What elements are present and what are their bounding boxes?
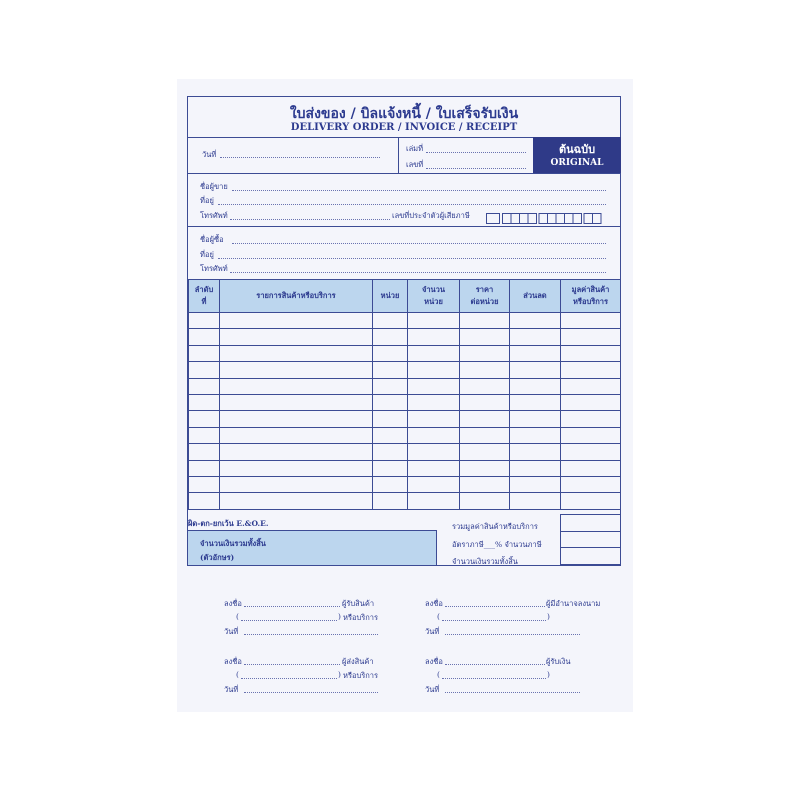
subtotal-label: รวมมูลค่าสินค้าหรือบริการ [452,522,538,531]
table-cell[interactable] [189,476,220,492]
items-table [188,279,621,510]
table-cell[interactable] [373,378,408,394]
table-cell[interactable] [460,394,510,410]
table-cell[interactable] [220,444,373,460]
table-cell[interactable] [561,444,621,460]
table-cell[interactable] [189,362,220,378]
sender-sign-field[interactable] [244,664,340,665]
table-cell[interactable] [373,427,408,443]
table-cell[interactable] [373,493,408,509]
number-label: เลขที่ [406,160,424,169]
table-cell[interactable] [561,411,621,427]
table-cell[interactable] [373,345,408,361]
table-cell[interactable] [408,460,460,476]
buyer-name-field[interactable] [232,243,606,244]
buyer-address-label: ที่อยู่ [200,250,214,259]
invoice-form [187,96,621,566]
table-row [189,427,621,443]
sender-paren-close: ) [338,670,341,679]
receiver-or-service: หรือบริการ [343,613,379,622]
table-cell[interactable] [561,345,621,361]
table-cell[interactable] [373,411,408,427]
table-row [189,444,621,460]
col-header-description-text: รายการสินค้าหรือบริการ [256,291,336,300]
divider [188,226,620,227]
table-cell[interactable] [220,378,373,394]
table-cell[interactable] [510,345,561,361]
table-cell[interactable] [220,362,373,378]
sender-date-field[interactable] [244,692,378,693]
table-cell[interactable] [408,411,460,427]
table-row [189,460,621,476]
table-cell[interactable] [189,411,220,427]
table-cell[interactable] [408,493,460,509]
table-row [189,411,621,427]
col-header-unit-price-text: ราคา ต่อหน่วย [470,285,499,306]
table-cell[interactable] [189,427,220,443]
table-cell[interactable] [373,329,408,345]
title-thai: ใบส่งของ / บิลแจ้งหนี้ / ใบเสร็จรับเงิน [289,106,519,122]
buyer-phone-label: โทรศัพท์ [200,264,228,273]
receiver-name-field[interactable] [241,620,337,621]
authorized-sign-field[interactable] [445,606,545,607]
title-english: DELIVERY ORDER / INVOICE / RECEIPT [290,122,518,133]
grand-total-box[interactable] [560,547,621,566]
table-cell[interactable] [460,313,510,329]
col-header-discount [510,280,561,313]
book-label: เล่มที่ [406,144,424,153]
col-header-description [220,280,373,313]
table-cell[interactable] [561,460,621,476]
taxid-label: เลขที่ประจำตัวผู้เสียภาษี [392,211,470,220]
table-cell[interactable] [460,476,510,492]
table-cell[interactable] [510,411,561,427]
divider [188,137,533,138]
seller-address-field[interactable] [218,204,606,205]
table-cell[interactable] [460,460,510,476]
items-table-body [189,313,621,510]
table-cell[interactable] [189,345,220,361]
table-row [189,378,621,394]
sender-date-label: วันที่ [224,685,239,694]
authorized-date-label: วันที่ [425,627,440,636]
col-header-unit [373,280,408,313]
table-cell[interactable] [561,378,621,394]
buyer-address-field[interactable] [218,258,606,259]
total-words-sub: (ตัวอักษร) [200,553,235,562]
taxid-boxes[interactable] [486,209,606,220]
table-cell[interactable] [510,460,561,476]
payee-paren-open: ( [437,670,440,679]
sender-or-service: หรือบริการ [343,671,379,680]
table-cell[interactable] [408,476,460,492]
table-cell[interactable] [561,476,621,492]
table-cell[interactable] [220,493,373,509]
table-cell[interactable] [373,460,408,476]
seller-name-field[interactable] [232,190,606,191]
receiver-date-label: วันที่ [224,627,239,636]
table-cell[interactable] [510,476,561,492]
table-cell[interactable] [561,394,621,410]
table-cell[interactable] [460,444,510,460]
table-cell[interactable] [189,329,220,345]
payee-sign-field[interactable] [445,664,545,665]
payee-role: ผู้รับเงิน [546,657,571,666]
table-cell[interactable] [220,345,373,361]
taxid-boxes-grid [486,213,606,224]
table-cell[interactable] [561,493,621,509]
table-row [189,345,621,361]
receiver-date-field[interactable] [244,634,378,635]
receiver-sign-field[interactable] [244,606,340,607]
seller-name-label: ชื่อผู้ขาย [200,182,228,191]
table-cell[interactable] [220,460,373,476]
table-cell[interactable] [189,460,220,476]
table-cell[interactable] [373,394,408,410]
seller-address-label: ที่อยู่ [200,196,214,205]
table-cell[interactable] [408,427,460,443]
table-row [189,362,621,378]
table-cell[interactable] [220,313,373,329]
table-cell[interactable] [373,444,408,460]
table-cell[interactable] [408,394,460,410]
original-badge [533,137,621,173]
table-cell[interactable] [220,329,373,345]
table-cell[interactable] [220,476,373,492]
grand-total-label: จำนวนเงินรวมทั้งสิ้น [452,557,518,566]
table-cell[interactable] [460,427,510,443]
col-header-amount-text: มูลค่าสินค้า หรือบริการ [571,285,610,306]
table-cell[interactable] [510,427,561,443]
receiver-paren-open: ( [236,612,239,621]
authorized-role: ผู้มีอำนาจลงนาม [546,599,601,608]
col-header-discount-text: ส่วนลด [523,291,547,300]
table-cell[interactable] [189,378,220,394]
table-cell[interactable] [510,378,561,394]
table-cell[interactable] [220,427,373,443]
receiver-paren-close: ) [338,612,341,621]
col-header-quantity-text: จำนวน หน่วย [421,285,446,306]
authorized-name-field[interactable] [442,620,546,621]
table-cell[interactable] [510,313,561,329]
date-label: วันที่ [202,150,217,159]
seller-phone-field[interactable] [230,219,390,220]
seller-phone-label: โทรศัพท์ [200,211,228,220]
col-header-amount [561,280,621,313]
buyer-phone-field[interactable] [230,272,606,273]
table-cell[interactable] [561,313,621,329]
table-cell[interactable] [510,329,561,345]
table-row [189,329,621,345]
table-cell[interactable] [510,493,561,509]
col-header-no-text: ลำดับ ที่ [194,285,214,306]
table-cell[interactable] [373,313,408,329]
payee-sign-label: ลงชื่อ [425,657,443,666]
table-cell[interactable] [408,362,460,378]
total-words-label: จำนวนเงินรวมทั้งสิ้น [200,539,266,548]
table-cell[interactable] [189,444,220,460]
buyer-name-label: ชื่อผู้ซื้อ [200,235,224,244]
table-row [189,394,621,410]
divider [398,137,399,173]
vat-label: อัตราภาษี___% จำนวนภาษี [452,540,542,549]
sender-sign-label: ลงชื่อ [224,657,242,666]
receiver-sign-label: ลงชื่อ [224,599,242,608]
sender-role: ผู้ส่งสินค้า [342,657,374,666]
table-cell[interactable] [460,378,510,394]
table-cell[interactable] [561,329,621,345]
sender-paren-open: ( [236,670,239,679]
eoe-note: ผิด-ตก-ยกเว้น E.&O.E. [188,519,269,528]
table-cell[interactable] [408,378,460,394]
sender-name-field[interactable] [241,678,337,679]
receiver-role: ผู้รับสินค้า [342,599,375,608]
col-header-unit-text: หน่วย [380,291,400,300]
subtotal-box[interactable] [560,514,621,532]
table-cell[interactable] [561,362,621,378]
table-header-row [189,280,621,313]
authorized-sign-label: ลงชื่อ [425,599,443,608]
number-field[interactable] [426,168,526,169]
table-cell[interactable] [510,362,561,378]
table-cell[interactable] [460,329,510,345]
vat-box[interactable] [560,531,621,548]
table-cell[interactable] [373,362,408,378]
table-row [189,313,621,329]
col-header-no [189,280,220,313]
authorized-paren-close: ) [547,612,550,621]
col-header-quantity [408,280,460,313]
date-field[interactable] [220,157,380,158]
col-header-unit-price [460,280,510,313]
table-cell[interactable] [220,411,373,427]
table-cell[interactable] [408,444,460,460]
table-cell[interactable] [408,345,460,361]
table-cell[interactable] [189,493,220,509]
table-cell[interactable] [510,444,561,460]
table-cell[interactable] [408,313,460,329]
table-cell[interactable] [220,394,373,410]
table-cell[interactable] [460,362,510,378]
table-cell[interactable] [189,394,220,410]
table-cell[interactable] [460,411,510,427]
book-field[interactable] [426,152,526,153]
original-thai: ต้นฉบับ [558,143,596,156]
authorized-paren-open: ( [437,612,440,621]
table-row [189,493,621,509]
table-cell[interactable] [460,345,510,361]
payee-name-field[interactable] [442,678,546,679]
table-cell[interactable] [189,313,220,329]
divider [188,173,620,174]
payee-paren-close: ) [547,670,550,679]
total-words-box[interactable] [187,530,437,566]
table-cell[interactable] [460,493,510,509]
original-english: ORIGINAL [550,158,604,168]
table-cell[interactable] [510,394,561,410]
authorized-date-field[interactable] [445,634,580,635]
table-cell[interactable] [561,427,621,443]
table-row [189,476,621,492]
table-cell[interactable] [408,329,460,345]
table-cell[interactable] [373,476,408,492]
payee-date-label: วันที่ [425,685,440,694]
payee-date-field[interactable] [445,692,580,693]
